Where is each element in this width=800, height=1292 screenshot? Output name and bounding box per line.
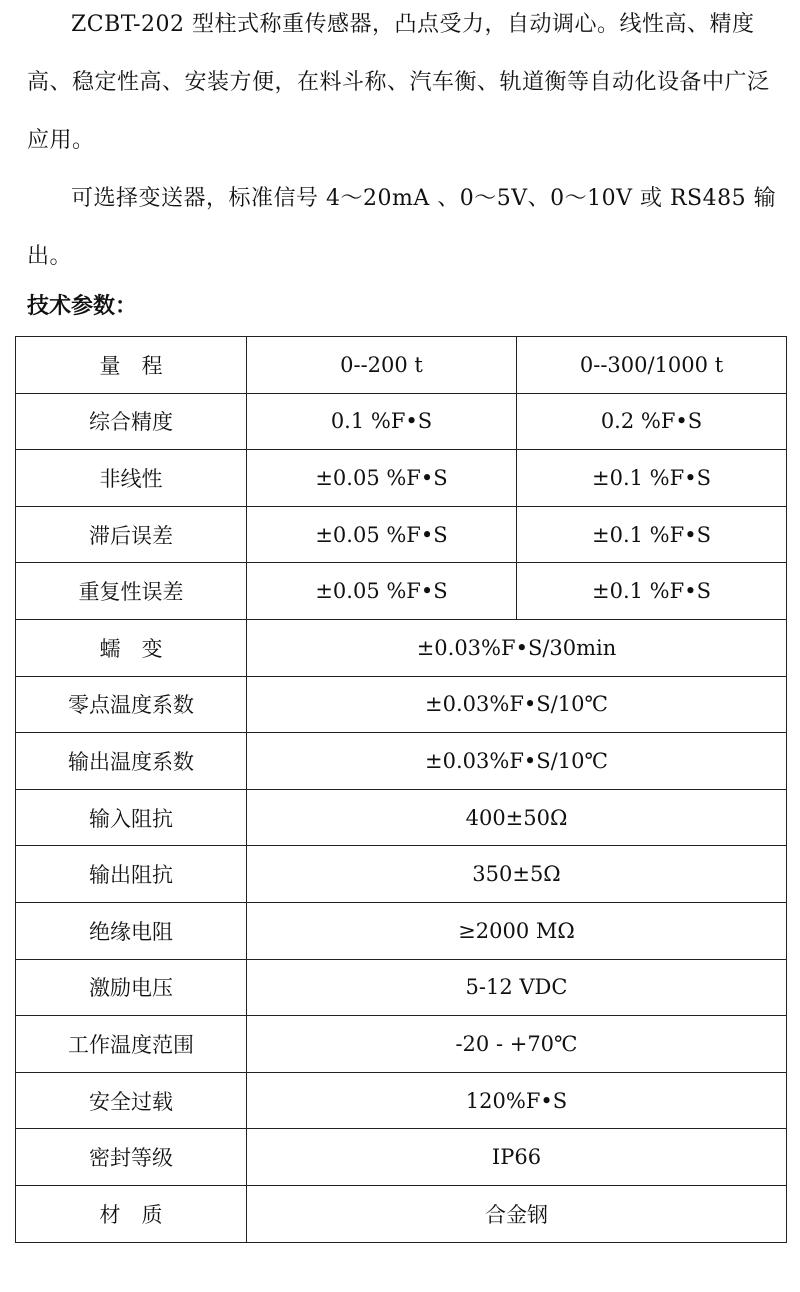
row-value: 合金钢 xyxy=(247,1185,787,1242)
row-label: 输出温度系数 xyxy=(16,733,247,790)
table-row xyxy=(16,563,787,620)
row-label: 激励电压 xyxy=(16,959,247,1016)
row-value: ±0.03%F•S/10℃ xyxy=(247,733,787,790)
row-value: 0--300/1000 t xyxy=(517,337,787,394)
row-label: 量 程 xyxy=(16,337,247,394)
row-value: 0.2 %F•S xyxy=(517,393,787,450)
row-value: ±0.1 %F•S xyxy=(517,450,787,507)
intro-section xyxy=(27,0,779,286)
row-label: 安全过载 xyxy=(16,1072,247,1129)
section-heading-tech-params: 技术参数： xyxy=(27,294,138,319)
table-row xyxy=(16,1185,787,1242)
table-row xyxy=(16,902,787,959)
row-value: ±0.05 %F•S xyxy=(247,563,517,620)
row-label: 综合精度 xyxy=(16,393,247,450)
row-value: ±0.05 %F•S xyxy=(247,506,517,563)
row-value: 350±5Ω xyxy=(247,846,787,903)
row-label: 蠕 变 xyxy=(16,619,247,676)
intro-paragraph-transmitter: 可选择变送器，标准信号 4～20mA 、0～5V、0～10V 或 RS485 输出。 xyxy=(27,186,777,269)
table-row xyxy=(16,393,787,450)
intro-paragraph-description: ZCBT-202 型柱式称重传感器，凸点受力，自动调心。线性高、精度高、稳定性高、安装方便，在料斗称、汽车衡、轨道衡等自动化设备中广泛应用。 xyxy=(27,12,770,153)
row-label: 零点温度系数 xyxy=(16,676,247,733)
row-value: 0--200 t xyxy=(247,337,517,394)
row-value: ±0.03%F•S/10℃ xyxy=(247,676,787,733)
table-row xyxy=(16,676,787,733)
row-value: ±0.05 %F•S xyxy=(247,450,517,507)
row-label: 重复性误差 xyxy=(16,563,247,620)
row-label: 输出阻抗 xyxy=(16,846,247,903)
row-value: 120%F•S xyxy=(247,1072,787,1129)
row-value: 5-12 VDC xyxy=(247,959,787,1016)
table-row xyxy=(16,959,787,1016)
row-label: 非线性 xyxy=(16,450,247,507)
table-row xyxy=(16,450,787,507)
row-label: 输入阻抗 xyxy=(16,789,247,846)
row-value: 0.1 %F•S xyxy=(247,393,517,450)
row-value: -20 - +70℃ xyxy=(247,1016,787,1073)
table-row xyxy=(16,506,787,563)
table-row xyxy=(16,337,787,394)
table-row xyxy=(16,789,787,846)
row-value: ±0.1 %F•S xyxy=(517,506,787,563)
table-row xyxy=(16,1016,787,1073)
row-label: 绝缘电阻 xyxy=(16,902,247,959)
table-row xyxy=(16,846,787,903)
row-value: ≥2000 MΩ xyxy=(247,902,787,959)
spec-table xyxy=(15,336,787,1243)
row-label: 材 质 xyxy=(16,1185,247,1242)
row-value: ±0.03%F•S/30min xyxy=(247,619,787,676)
table-row xyxy=(16,733,787,790)
row-value: 400±50Ω xyxy=(247,789,787,846)
row-label: 工作温度范围 xyxy=(16,1016,247,1073)
table-row xyxy=(16,1129,787,1186)
row-value: IP66 xyxy=(247,1129,787,1186)
table-row xyxy=(16,1072,787,1129)
row-value: ±0.1 %F•S xyxy=(517,563,787,620)
row-label: 滞后误差 xyxy=(16,506,247,563)
table-row xyxy=(16,619,787,676)
row-label: 密封等级 xyxy=(16,1129,247,1186)
